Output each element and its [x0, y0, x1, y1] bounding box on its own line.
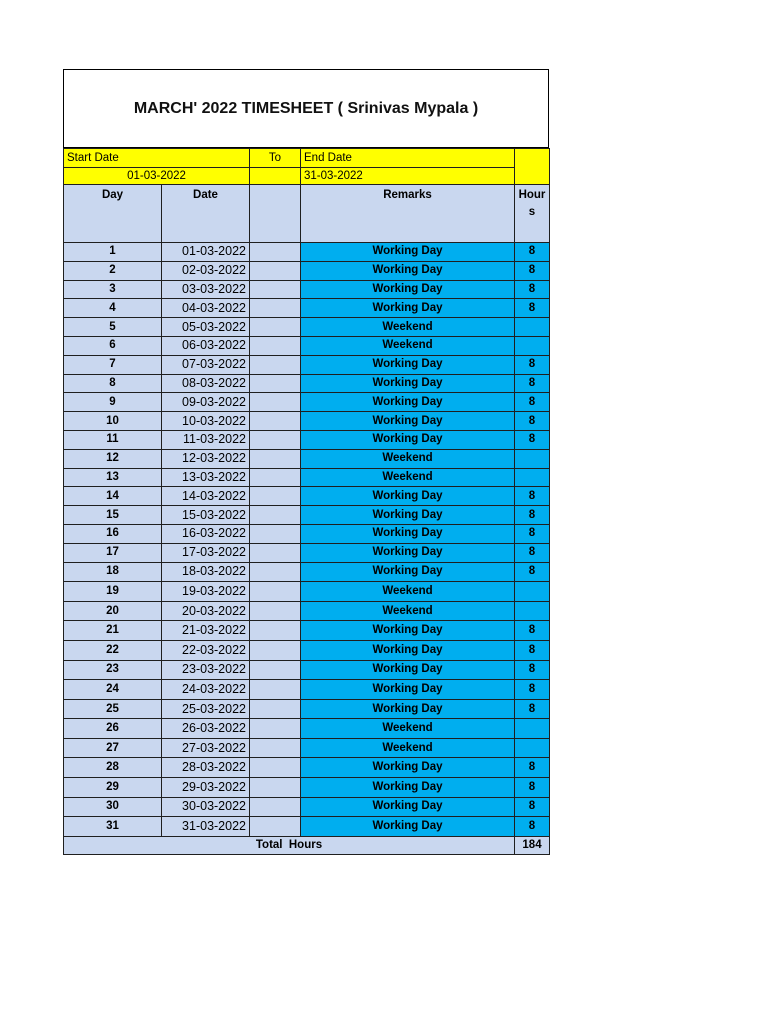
remarks-cell: Working Day — [301, 778, 515, 798]
table-row — [64, 562, 550, 582]
date-cell: 03-03-2022 — [162, 280, 250, 299]
day-cell: 17 — [64, 543, 162, 562]
table-row — [64, 299, 550, 318]
day-cell: 7 — [64, 355, 162, 374]
blank-cell — [250, 299, 301, 318]
remarks-cell: Weekend — [301, 318, 515, 337]
blank-cell — [250, 506, 301, 525]
header-date: Date — [162, 185, 250, 243]
remarks-cell: Working Day — [301, 524, 515, 543]
hours-cell — [515, 582, 550, 602]
blank-cell — [250, 543, 301, 562]
blank-cell — [250, 778, 301, 798]
remarks-cell: Weekend — [301, 719, 515, 739]
hours-cell — [515, 318, 550, 337]
remarks-cell: Working Day — [301, 797, 515, 817]
date-cell: 05-03-2022 — [162, 318, 250, 337]
hours-cell: 8 — [515, 524, 550, 543]
day-cell: 11 — [64, 430, 162, 449]
day-cell: 18 — [64, 562, 162, 582]
hours-cell: 8 — [515, 261, 550, 280]
table-row — [64, 487, 550, 506]
range-blank-cell — [515, 149, 550, 185]
day-cell: 21 — [64, 621, 162, 641]
to-blank-cell — [250, 168, 301, 185]
remarks-cell: Weekend — [301, 449, 515, 468]
remarks-cell: Working Day — [301, 621, 515, 641]
remarks-cell: Weekend — [301, 582, 515, 602]
table-row — [64, 412, 550, 431]
date-cell: 20-03-2022 — [162, 601, 250, 621]
blank-cell — [250, 680, 301, 700]
blank-cell — [250, 601, 301, 621]
day-cell: 8 — [64, 374, 162, 393]
date-cell: 11-03-2022 — [162, 430, 250, 449]
date-cell: 10-03-2022 — [162, 412, 250, 431]
date-cell: 07-03-2022 — [162, 355, 250, 374]
remarks-cell: Working Day — [301, 543, 515, 562]
table-row — [64, 797, 550, 817]
blank-cell — [250, 487, 301, 506]
column-header-row — [64, 185, 550, 243]
day-cell: 1 — [64, 243, 162, 262]
table-row — [64, 449, 550, 468]
header-blank — [250, 185, 301, 243]
table-row — [64, 336, 550, 355]
end-date-value: 31-03-2022 — [301, 168, 515, 185]
remarks-cell: Working Day — [301, 562, 515, 582]
table-row — [64, 430, 550, 449]
hours-cell: 8 — [515, 680, 550, 700]
remarks-cell: Working Day — [301, 817, 515, 837]
remarks-cell: Working Day — [301, 506, 515, 525]
day-cell: 2 — [64, 261, 162, 280]
remarks-cell: Weekend — [301, 601, 515, 621]
blank-cell — [250, 374, 301, 393]
remarks-cell: Working Day — [301, 699, 515, 719]
day-cell: 12 — [64, 449, 162, 468]
table-row — [64, 468, 550, 487]
blank-cell — [250, 524, 301, 543]
hours-cell: 8 — [515, 660, 550, 680]
hours-cell — [515, 449, 550, 468]
header-hours: Hour s — [515, 185, 550, 243]
remarks-cell: Working Day — [301, 660, 515, 680]
blank-cell — [250, 797, 301, 817]
date-range-label-row — [64, 149, 550, 168]
title-box — [63, 69, 549, 148]
table-row — [64, 318, 550, 337]
blank-cell — [250, 261, 301, 280]
remarks-cell: Working Day — [301, 393, 515, 412]
table-row — [64, 699, 550, 719]
hours-cell: 8 — [515, 393, 550, 412]
date-cell: 04-03-2022 — [162, 299, 250, 318]
table-row — [64, 393, 550, 412]
header-remarks: Remarks — [301, 185, 515, 243]
day-cell: 25 — [64, 699, 162, 719]
table-row — [64, 758, 550, 778]
blank-cell — [250, 582, 301, 602]
start-date-label: Start Date — [64, 149, 250, 168]
date-cell: 09-03-2022 — [162, 393, 250, 412]
table-row — [64, 374, 550, 393]
hours-cell: 8 — [515, 621, 550, 641]
day-cell: 13 — [64, 468, 162, 487]
blank-cell — [250, 640, 301, 660]
blank-cell — [250, 449, 301, 468]
hours-cell: 8 — [515, 430, 550, 449]
day-cell: 9 — [64, 393, 162, 412]
blank-cell — [250, 393, 301, 412]
date-cell: 17-03-2022 — [162, 543, 250, 562]
date-cell: 31-03-2022 — [162, 817, 250, 837]
date-cell: 06-03-2022 — [162, 336, 250, 355]
day-cell: 31 — [64, 817, 162, 837]
date-cell: 26-03-2022 — [162, 719, 250, 739]
blank-cell — [250, 719, 301, 739]
remarks-cell: Working Day — [301, 280, 515, 299]
remarks-cell: Working Day — [301, 640, 515, 660]
hours-cell: 8 — [515, 758, 550, 778]
table-row — [64, 817, 550, 837]
day-cell: 14 — [64, 487, 162, 506]
timesheet — [63, 69, 549, 855]
day-cell: 28 — [64, 758, 162, 778]
day-cell: 3 — [64, 280, 162, 299]
hours-cell — [515, 738, 550, 758]
date-cell: 24-03-2022 — [162, 680, 250, 700]
blank-cell — [250, 699, 301, 719]
day-cell: 19 — [64, 582, 162, 602]
blank-cell — [250, 562, 301, 582]
timesheet-body — [64, 149, 550, 855]
hours-cell: 8 — [515, 640, 550, 660]
date-cell: 08-03-2022 — [162, 374, 250, 393]
blank-cell — [250, 336, 301, 355]
day-cell: 23 — [64, 660, 162, 680]
remarks-cell: Working Day — [301, 243, 515, 262]
page-title: MARCH' 2022 TIMESHEET ( Srinivas Mypala ) — [133, 99, 479, 117]
table-row — [64, 582, 550, 602]
blank-cell — [250, 355, 301, 374]
day-cell: 27 — [64, 738, 162, 758]
hours-cell — [515, 719, 550, 739]
day-cell: 16 — [64, 524, 162, 543]
day-cell: 30 — [64, 797, 162, 817]
table-row — [64, 280, 550, 299]
table-row — [64, 261, 550, 280]
remarks-cell: Working Day — [301, 487, 515, 506]
hours-cell: 8 — [515, 817, 550, 837]
day-cell: 24 — [64, 680, 162, 700]
remarks-cell: Working Day — [301, 412, 515, 431]
hours-cell: 8 — [515, 778, 550, 798]
hours-cell: 8 — [515, 543, 550, 562]
header-day: Day — [64, 185, 162, 243]
date-cell: 15-03-2022 — [162, 506, 250, 525]
day-cell: 5 — [64, 318, 162, 337]
date-cell: 25-03-2022 — [162, 699, 250, 719]
hours-cell — [515, 468, 550, 487]
date-cell: 28-03-2022 — [162, 758, 250, 778]
day-cell: 20 — [64, 601, 162, 621]
start-date-value: 01-03-2022 — [64, 168, 250, 185]
blank-cell — [250, 243, 301, 262]
day-cell: 15 — [64, 506, 162, 525]
blank-cell — [250, 738, 301, 758]
hours-cell: 8 — [515, 280, 550, 299]
date-cell: 21-03-2022 — [162, 621, 250, 641]
remarks-cell: Working Day — [301, 430, 515, 449]
table-row — [64, 543, 550, 562]
date-cell: 01-03-2022 — [162, 243, 250, 262]
remarks-cell: Working Day — [301, 299, 515, 318]
date-range-value-row — [64, 168, 550, 185]
table-row — [64, 355, 550, 374]
hours-cell: 8 — [515, 299, 550, 318]
table-row — [64, 660, 550, 680]
total-hours-label: Total Hours — [64, 836, 515, 854]
date-cell: 16-03-2022 — [162, 524, 250, 543]
day-cell: 22 — [64, 640, 162, 660]
day-cell: 10 — [64, 412, 162, 431]
blank-cell — [250, 430, 301, 449]
date-cell: 30-03-2022 — [162, 797, 250, 817]
hours-cell: 8 — [515, 374, 550, 393]
total-row — [64, 836, 550, 854]
hours-cell — [515, 336, 550, 355]
table-row — [64, 621, 550, 641]
day-cell: 6 — [64, 336, 162, 355]
remarks-cell: Weekend — [301, 336, 515, 355]
table-row — [64, 506, 550, 525]
date-cell: 18-03-2022 — [162, 562, 250, 582]
day-cell: 29 — [64, 778, 162, 798]
hours-cell: 8 — [515, 506, 550, 525]
date-cell: 13-03-2022 — [162, 468, 250, 487]
date-cell: 29-03-2022 — [162, 778, 250, 798]
blank-cell — [250, 412, 301, 431]
timesheet-table — [63, 148, 550, 855]
date-cell: 19-03-2022 — [162, 582, 250, 602]
table-row — [64, 778, 550, 798]
blank-cell — [250, 621, 301, 641]
remarks-cell: Working Day — [301, 680, 515, 700]
day-cell: 4 — [64, 299, 162, 318]
blank-cell — [250, 318, 301, 337]
remarks-cell: Working Day — [301, 355, 515, 374]
date-cell: 22-03-2022 — [162, 640, 250, 660]
hours-cell: 8 — [515, 355, 550, 374]
remarks-cell: Weekend — [301, 468, 515, 487]
date-cell: 12-03-2022 — [162, 449, 250, 468]
hours-cell: 8 — [515, 699, 550, 719]
blank-cell — [250, 468, 301, 487]
table-row — [64, 243, 550, 262]
table-row — [64, 680, 550, 700]
to-label: To — [250, 149, 301, 168]
hours-cell: 8 — [515, 412, 550, 431]
date-cell: 14-03-2022 — [162, 487, 250, 506]
hours-cell: 8 — [515, 487, 550, 506]
hours-cell: 8 — [515, 562, 550, 582]
hours-cell: 8 — [515, 243, 550, 262]
blank-cell — [250, 660, 301, 680]
total-hours-value: 184 — [515, 836, 550, 854]
hours-cell: 8 — [515, 797, 550, 817]
hours-cell — [515, 601, 550, 621]
blank-cell — [250, 817, 301, 837]
remarks-cell: Weekend — [301, 738, 515, 758]
remarks-cell: Working Day — [301, 261, 515, 280]
date-cell: 27-03-2022 — [162, 738, 250, 758]
date-cell: 23-03-2022 — [162, 660, 250, 680]
table-row — [64, 640, 550, 660]
end-date-label: End Date — [301, 149, 515, 168]
table-row — [64, 524, 550, 543]
blank-cell — [250, 758, 301, 778]
day-cell: 26 — [64, 719, 162, 739]
remarks-cell: Working Day — [301, 758, 515, 778]
remarks-cell: Working Day — [301, 374, 515, 393]
date-cell: 02-03-2022 — [162, 261, 250, 280]
table-row — [64, 719, 550, 739]
blank-cell — [250, 280, 301, 299]
table-row — [64, 738, 550, 758]
table-row — [64, 601, 550, 621]
